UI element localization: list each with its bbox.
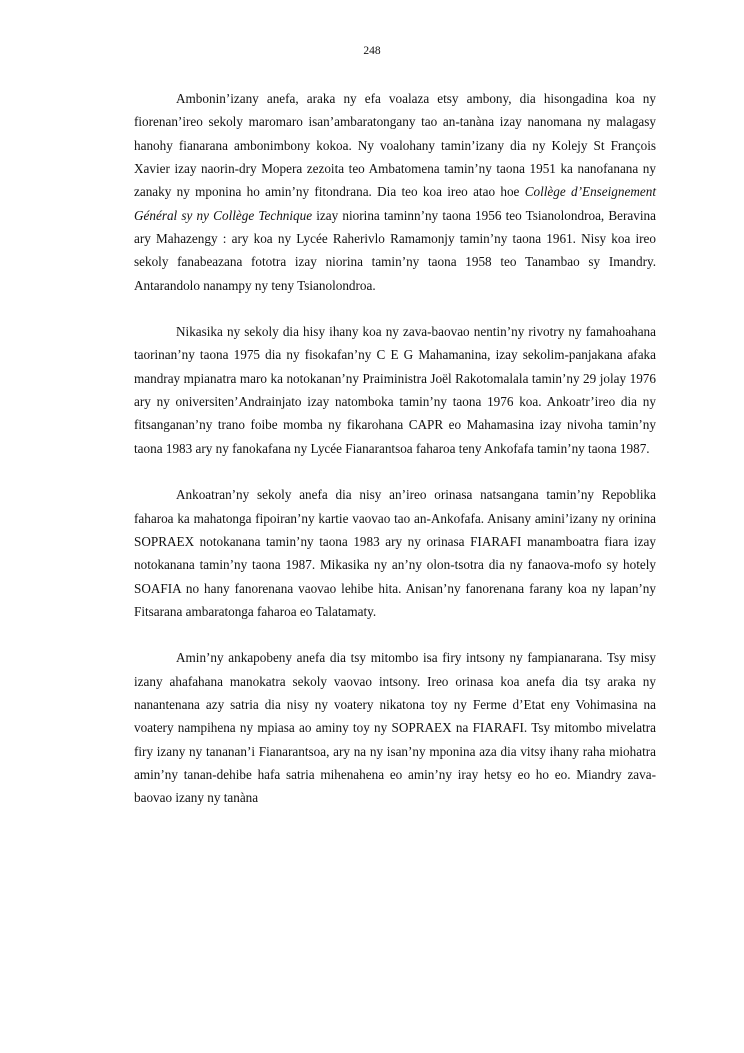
paragraph-2: Nikasika ny sekoly dia hisy ihany koa ny zava-baovao nentin’ny rivotry ny famahoahana taorinan’ny taona 1975 dia ny fisokafan’ny C E G Mahamanina, izay sekolim-panjakana afaka mandray mpianatra maro ka notokanan’ny Praiministra Joël Rakotomalala tamin’ny 29 jolay 1976 ary ny oniversiten’Andrainjato izay natomboka tamin’ny taona 1976 koa. Ankoatr’ireo dia ny fitsanganan’ny trano foibe momba ny fikarohana CAPR eo Mahamasina izay nivoha tamin’ny taona 1983 ary ny fanokafana ny Lycée Fianarantsoa faharoa teny Ankofafa tamin’ny taona 1987. xyxy=(134,324,656,456)
page-body xyxy=(134,87,656,810)
paragraph-1-text-end: izay niorina taminn’ny taona 1956 teo Tsianolondroa, Beravina ary Mahazengy : ary koa ny Lycée Raherivlo Ramamonjy tamin’ny taona 1961. Nisy koa ireo sekoly fanabeazana fototra izay niorina tamin’ny taona 1958 teo Tanambao sy Imandry. Antarandolo nanampy ny teny Tsianolondroa. xyxy=(134,207,656,293)
paragraph-4: Amin’ny ankapobeny anefa dia tsy mitombo isa firy intsony ny fampianarana. Tsy misy izany ahafahana manokatra sekoly vaovao intsony. Ireo orinasa koa anefa dia tsy araka ny nanantenana azy satria dia nisy ny voatery nikatona toy ny Ferme d’Etat eny Vohimasina na voatery nampihena ny mpiasa ao aminy toy ny SOPRAEX na FIARAFI. Tsy mitombo mivelatra firy izany ny tananan’i Fianarantsoa, ary na ny isan’ny mponina aza dia vitsy ihany raha miohatra amin’ny tanan-dehibe hafa satria mihenahena eo amin’ny iray hetsy eo ho eo. Miandry zava-baovao izany ny tanàna xyxy=(134,650,656,806)
paragraph-1-italic-school-names: Collège d’Enseignement Général sy ny Collège Technique xyxy=(134,184,656,223)
paragraph-1-text-start: Ambonin’izany anefa, araka ny efa voalaza etsy ambony, dia hisongadina koa ny fiorenan’ireo sekoly maromaro isan’ambaratongany tao an-tanàna izay nanomana ny malagasy hanohy fianarana ambonimbony kokoa. Ny voalohany tamin’izany dia ny Kolejy St François Xavier izay naorin-dry Mopera zezoita teo Ambatomena tamin’ny taona 1951 ka nanofanana ny zanaky ny mponina ho amin’ny fitondrana. Dia teo koa ireo atao hoe xyxy=(134,91,656,200)
page-number: 248 xyxy=(363,45,381,57)
paragraph-3: Ankoatran’ny sekoly anefa dia nisy an’ireo orinasa natsangana tamin’ny Repoblika faharoa ka mahatonga fipoiran’ny kartie vaovao tao an-Ankofafa. Anisany amini’izany ny orinina SOPRAEX notokanana tamin’ny taona 1983 ary ny orinasa FIARAFI manamboatra fiara izay notokanana tamin’ny taona 1987. Mikasika ny an’ny olon-tsotra dia ny fanaova-mofo sy hotely SOAFIA no hany fanorenana vaovao lehibe hita. Anisan’ny fanorenana farany koa ny lapan’ny Fitsarana ambaratonga faharoa eo Talatamaty. xyxy=(134,487,656,619)
paragraph-1 xyxy=(134,87,656,297)
